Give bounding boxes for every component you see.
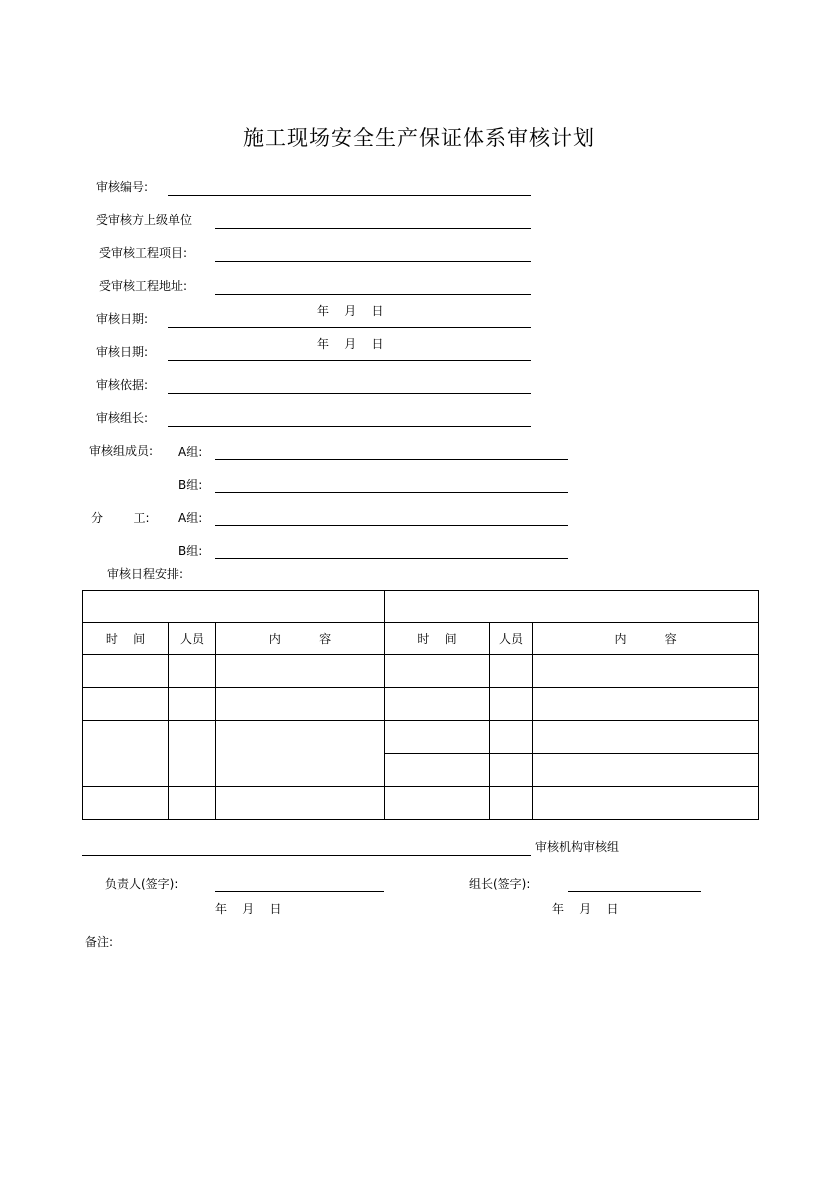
table-row xyxy=(83,688,759,721)
head-date: 年 月 日 xyxy=(552,902,619,916)
audit-date-field[interactable] xyxy=(168,327,531,328)
header-content: 内 容 xyxy=(533,623,759,655)
table-row xyxy=(83,655,759,688)
cell[interactable] xyxy=(533,721,759,754)
parent-unit-field[interactable] xyxy=(215,228,531,229)
cell[interactable] xyxy=(169,721,216,787)
org-group-label: 审核机构审核组 xyxy=(535,840,620,854)
leader-signature-label: 负责人(签字): xyxy=(105,877,179,891)
project-field[interactable] xyxy=(215,261,531,262)
cell[interactable] xyxy=(216,787,385,820)
head-signature-label: 组长(签字): xyxy=(469,877,531,891)
address-field[interactable] xyxy=(215,294,531,295)
page-title: 施工现场安全生产保证体系审核计划 xyxy=(243,126,595,150)
header-personnel: 人员 xyxy=(490,623,533,655)
cell[interactable] xyxy=(533,688,759,721)
members-a-label: A组: xyxy=(178,445,203,459)
division-b-label: B组: xyxy=(178,544,203,558)
cell[interactable] xyxy=(385,688,490,721)
schedule-label: 审核日程安排: xyxy=(107,567,184,581)
cell[interactable] xyxy=(490,655,533,688)
cell[interactable] xyxy=(83,721,169,787)
field-label-basis: 审核依据: xyxy=(96,378,149,392)
members-a-field[interactable] xyxy=(215,459,568,460)
members-b-label: B组: xyxy=(178,478,203,492)
field-label-parent-unit: 受审核方上级单位 xyxy=(96,213,193,227)
division-a-field[interactable] xyxy=(215,525,568,526)
division-b-field[interactable] xyxy=(215,558,568,559)
table-row xyxy=(83,787,759,820)
cell[interactable] xyxy=(533,754,759,787)
remarks-label: 备注: xyxy=(85,935,114,949)
head-signature-field[interactable] xyxy=(568,891,701,892)
audit-number-field[interactable] xyxy=(168,195,531,196)
field-label-audit-number: 审核编号: xyxy=(96,180,149,194)
field-label-audit-date-2: 审核日期: xyxy=(96,345,149,359)
cell[interactable] xyxy=(490,787,533,820)
cell[interactable] xyxy=(83,688,169,721)
field-label-audit-date: 审核日期: xyxy=(96,312,149,326)
audit-date-2-field[interactable] xyxy=(168,360,531,361)
cell[interactable] xyxy=(490,688,533,721)
division-a-label: A组: xyxy=(178,511,203,525)
members-label: 审核组成员: xyxy=(89,444,154,458)
cell[interactable] xyxy=(385,754,490,787)
cell[interactable] xyxy=(169,688,216,721)
schedule-group-left[interactable] xyxy=(83,591,385,623)
members-b-field[interactable] xyxy=(215,492,568,493)
schedule-group-right[interactable] xyxy=(385,591,759,623)
header-content: 内 容 xyxy=(216,623,385,655)
field-label-address: 受审核工程地址: xyxy=(99,279,188,293)
cell[interactable] xyxy=(83,655,169,688)
cell[interactable] xyxy=(385,721,490,754)
division-label: 分 工: xyxy=(91,511,150,525)
audit-date-2-value: 年 月 日 xyxy=(317,337,384,351)
leader-signature-field[interactable] xyxy=(215,891,384,892)
cell[interactable] xyxy=(216,655,385,688)
cell[interactable] xyxy=(216,688,385,721)
basis-field[interactable] xyxy=(168,393,531,394)
leader-date: 年 月 日 xyxy=(215,902,282,916)
team-leader-field[interactable] xyxy=(168,426,531,427)
field-label-team-leader: 审核组长: xyxy=(96,411,149,425)
cell[interactable] xyxy=(385,655,490,688)
cell[interactable] xyxy=(490,721,533,754)
cell[interactable] xyxy=(533,787,759,820)
cell[interactable] xyxy=(216,721,385,787)
org-name-field[interactable] xyxy=(82,855,531,856)
table-row xyxy=(83,721,759,754)
cell[interactable] xyxy=(169,787,216,820)
schedule-table xyxy=(82,590,759,820)
audit-date-value: 年 月 日 xyxy=(317,304,384,318)
header-time: 时 间 xyxy=(385,623,490,655)
cell[interactable] xyxy=(169,655,216,688)
cell[interactable] xyxy=(83,787,169,820)
field-label-project: 受审核工程项目: xyxy=(99,246,188,260)
header-time: 时 间 xyxy=(83,623,169,655)
cell[interactable] xyxy=(490,754,533,787)
cell[interactable] xyxy=(533,655,759,688)
header-personnel: 人员 xyxy=(169,623,216,655)
cell[interactable] xyxy=(385,787,490,820)
